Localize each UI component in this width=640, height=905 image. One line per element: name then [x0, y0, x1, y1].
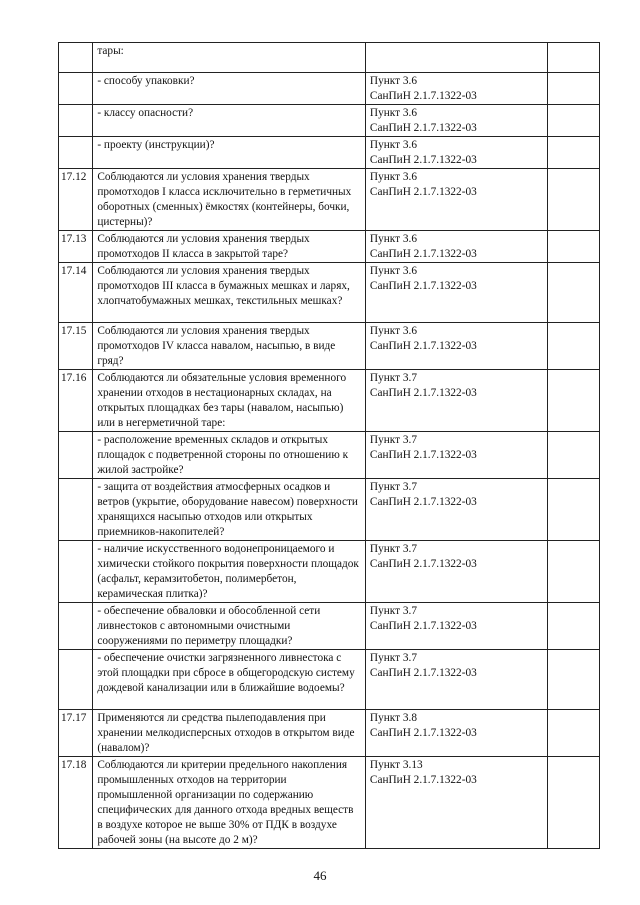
- table-row: [59, 370, 600, 432]
- question-text: - классу опасности?: [93, 105, 366, 137]
- regulation-reference: Пункт 3.7 СанПиН 2.1.7.1322-03: [365, 650, 547, 710]
- regulation-reference: Пункт 3.7 СанПиН 2.1.7.1322-03: [365, 541, 547, 603]
- item-number: [59, 479, 93, 541]
- item-number: [59, 105, 93, 137]
- answer-cell: [547, 479, 599, 541]
- item-number: [59, 432, 93, 479]
- page-number: 46: [313, 868, 327, 883]
- answer-cell: [547, 710, 599, 757]
- answer-cell: [547, 105, 599, 137]
- question-text: - обеспечение обваловки и обособленной сети ливнестоков с автономными очистными сооружениями по периметру площадки?: [93, 603, 366, 650]
- item-number: [59, 541, 93, 603]
- answer-cell: [547, 169, 599, 231]
- table-row: [59, 169, 600, 231]
- regulation-reference: Пункт 3.6 СанПиН 2.1.7.1322-03: [365, 231, 547, 263]
- answer-cell: [547, 603, 599, 650]
- question-text: - расположение временных складов и открытых площадок с подветренной стороны по отношению к жилой застройке?: [93, 432, 366, 479]
- question-text: Соблюдаются ли критерии предельного накопления промышленных отходов на территории промышленной организации по содержанию специфических для данного отхода вредных веществ в воздухе которое не выше 30% от ПДК в воздухе рабочей зоны (на высоте до 2 м)?: [93, 757, 366, 849]
- question-text: - способу упаковки?: [93, 73, 366, 105]
- answer-cell: [547, 231, 599, 263]
- item-number: 17.16: [59, 370, 93, 432]
- regulation-reference: [365, 43, 547, 73]
- regulation-reference: Пункт 3.7 СанПиН 2.1.7.1322-03: [365, 479, 547, 541]
- table-row: [59, 137, 600, 169]
- regulation-reference: Пункт 3.6 СанПиН 2.1.7.1322-03: [365, 73, 547, 105]
- table-row: [59, 105, 600, 137]
- question-text: Соблюдаются ли условия хранения твердых промотходов I класса исключительно в герметичных оборотных (сменных) ёмкостях (контейнеры, бочки, цистерны)?: [93, 169, 366, 231]
- table-row: [59, 432, 600, 479]
- item-number: 17.12: [59, 169, 93, 231]
- regulation-reference: Пункт 3.7 СанПиН 2.1.7.1322-03: [365, 370, 547, 432]
- item-number: 17.17: [59, 710, 93, 757]
- question-text: тары:: [93, 43, 366, 73]
- answer-cell: [547, 323, 599, 370]
- question-text: - проекту (инструкции)?: [93, 137, 366, 169]
- regulation-reference: Пункт 3.13 СанПиН 2.1.7.1322-03: [365, 757, 547, 849]
- item-number: [59, 603, 93, 650]
- table-row: [59, 43, 600, 73]
- answer-cell: [547, 650, 599, 710]
- item-number: [59, 43, 93, 73]
- answer-cell: [547, 137, 599, 169]
- item-number: [59, 137, 93, 169]
- item-number: 17.13: [59, 231, 93, 263]
- question-text: Соблюдаются ли условия хранения твердых промотходов III класса в бумажных мешках и ларях, хлопчатобумажных мешках, текстильных мешках?: [93, 263, 366, 323]
- question-text: Соблюдаются ли обязательные условия временного хранении отходов в нестационарных складах, на открытых площадках без тары (навалом, насыпью) или в негерметичной таре:: [93, 370, 366, 432]
- answer-cell: [547, 43, 599, 73]
- table-row: [59, 231, 600, 263]
- regulation-reference: Пункт 3.6 СанПиН 2.1.7.1322-03: [365, 263, 547, 323]
- answer-cell: [547, 370, 599, 432]
- question-text: - защита от воздействия атмосферных осадков и ветров (укрытие, оборудование навесом) поверхности хранящихся насыпью отходов или открытых приемников-накопителей?: [93, 479, 366, 541]
- answer-cell: [547, 263, 599, 323]
- regulation-reference: Пункт 3.7 СанПиН 2.1.7.1322-03: [365, 603, 547, 650]
- table-row: [59, 323, 600, 370]
- regulation-reference: Пункт 3.8 СанПиН 2.1.7.1322-03: [365, 710, 547, 757]
- table-row: [59, 603, 600, 650]
- question-text: Соблюдаются ли условия хранения твердых промотходов IV класса навалом, насыпью, в виде гряд?: [93, 323, 366, 370]
- checklist-rows: [59, 43, 600, 849]
- question-text: - наличие искусственного водонепроницаемого и химически стойкого покрытия поверхности площадок (асфальт, керамзитобетон, полимербетон, керамическая плитка)?: [93, 541, 366, 603]
- table-row: [59, 710, 600, 757]
- item-number: [59, 73, 93, 105]
- item-number: 17.14: [59, 263, 93, 323]
- regulation-reference: Пункт 3.6 СанПиН 2.1.7.1322-03: [365, 105, 547, 137]
- inspection-checklist-table: [58, 42, 600, 849]
- question-text: Применяются ли средства пылеподавления при хранении мелкодисперсных отходов в открытом виде (навалом)?: [93, 710, 366, 757]
- regulation-reference: Пункт 3.6 СанПиН 2.1.7.1322-03: [365, 169, 547, 231]
- question-text: Соблюдаются ли условия хранения твердых промотходов II класса в закрытой таре?: [93, 231, 366, 263]
- table-row: [59, 263, 600, 323]
- answer-cell: [547, 757, 599, 849]
- answer-cell: [547, 73, 599, 105]
- table-row: [59, 757, 600, 849]
- regulation-reference: Пункт 3.6 СанПиН 2.1.7.1322-03: [365, 137, 547, 169]
- answer-cell: [547, 541, 599, 603]
- regulation-reference: Пункт 3.6 СанПиН 2.1.7.1322-03: [365, 323, 547, 370]
- table-row: [59, 73, 600, 105]
- item-number: 17.15: [59, 323, 93, 370]
- item-number: 17.18: [59, 757, 93, 849]
- table-row: [59, 650, 600, 710]
- regulation-reference: Пункт 3.7 СанПиН 2.1.7.1322-03: [365, 432, 547, 479]
- table-row: [59, 541, 600, 603]
- question-text: - обеспечение очистки загрязненного ливнестока с этой площадки при сбросе в общегородскую систему дождевой канализации или в ближайшие водоемы?: [93, 650, 366, 710]
- answer-cell: [547, 432, 599, 479]
- table-row: [59, 479, 600, 541]
- item-number: [59, 650, 93, 710]
